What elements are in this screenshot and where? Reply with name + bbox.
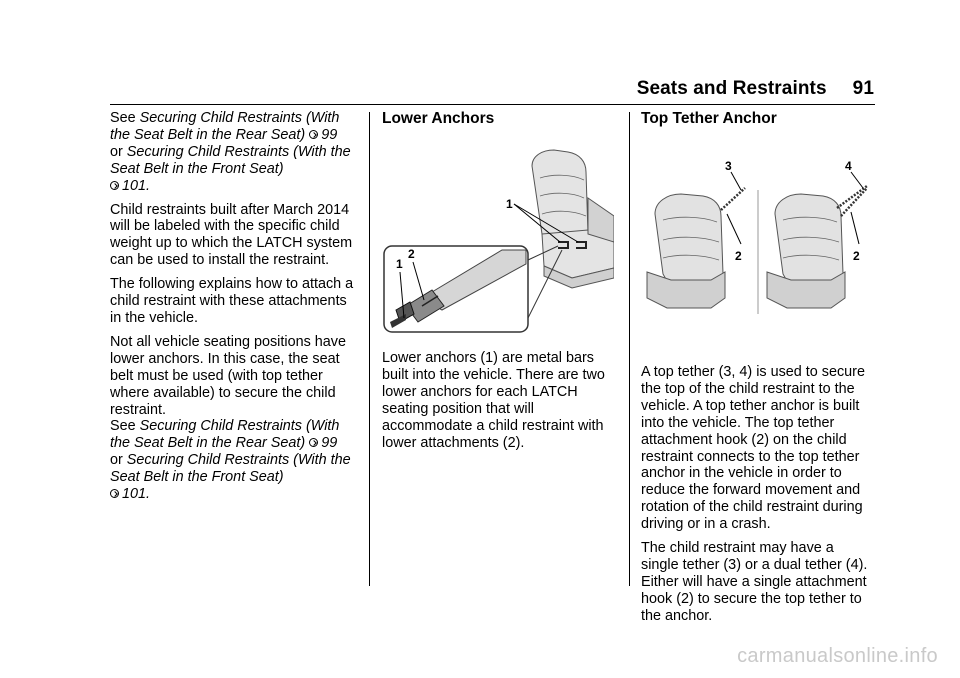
cross-reference-link[interactable]: Securing Child Restraints (With the Seat Belt in the Front Seat)	[110, 143, 351, 177]
section-heading: Top Tether Anchor	[641, 110, 777, 127]
column-2	[382, 110, 614, 458]
page-reference-icon	[309, 130, 318, 139]
column-3	[641, 110, 875, 632]
body-paragraph: Not all vehicle seating positions have lower anchors. In this case, the seat belt must be used (with top tether where available) to secure the child restraint. See Securing Child Restraints (With the Seat Belt in the Rear Seat) 99 or Securing Child Restraints (With the Seat Belt in the Front Seat) 101.	[110, 333, 351, 503]
watermark: carmanualsonline.info	[737, 645, 938, 667]
page-number: 91	[852, 78, 874, 99]
callout-label-1: 1	[396, 257, 403, 271]
callout-label-2: 2	[735, 249, 742, 263]
page-reference-icon	[110, 181, 119, 190]
body-paragraph: The child restraint may have a single tether (3) or a dual tether (4). Either will have a single attachment hook (2) to secure the top tether to the anchor.	[641, 540, 868, 624]
page-reference-icon	[110, 489, 119, 498]
running-header	[637, 78, 874, 100]
page-reference[interactable]: 101.	[122, 486, 151, 503]
page-reference[interactable]: 101.	[122, 177, 151, 194]
body-paragraph: Lower anchors (1) are metal bars built into the vehicle. There are two lower anchors for each LATCH seating position that will accommodate a child restraint with lower attachments (2).	[382, 350, 605, 451]
body-paragraph: The following explains how to attach a child restraint with these attachments in the vehicle.	[110, 276, 354, 326]
callout-label-2: 2	[853, 249, 860, 263]
section-heading: Lower Anchors	[382, 110, 495, 127]
section-title: Seats and Restraints	[636, 78, 827, 99]
cross-reference-link[interactable]: Securing Child Restraints (With the Seat Belt in the Rear Seat)	[110, 418, 340, 452]
cross-reference-link[interactable]: Securing Child Restraints (With the Seat Belt in the Front Seat)	[110, 452, 351, 486]
top-tether-illustration	[641, 154, 875, 340]
callout-label-4: 4	[845, 159, 852, 173]
callout-label-2: 2	[408, 247, 415, 261]
page-reference[interactable]: 99	[321, 435, 338, 452]
callout-label-3: 3	[725, 159, 732, 173]
lower-anchors-illustration	[382, 138, 614, 334]
header-rule	[110, 104, 875, 105]
callout-label-1: 1	[506, 197, 513, 211]
cross-reference-link[interactable]: Securing Child Restraints (With the Seat Belt in the Rear Seat)	[110, 110, 340, 143]
body-paragraph: Child restraints built after March 2014 will be labeled with the specific child weight up to which the LATCH system can be used to install the restraint.	[110, 201, 353, 269]
body-paragraph: A top tether (3, 4) is used to secure the top of the child restraint to the vehicle. A top tether anchor is built into the vehicle. The top tether attachment hook (2) on the child restraint connects to the top tether anchor in the vehicle in order to reduce the forward movement and rotation of the child restraint during driving or in a crash.	[641, 364, 865, 533]
column-1	[110, 110, 358, 503]
page-reference[interactable]: 99	[321, 126, 338, 143]
column-divider	[369, 112, 370, 586]
cross-reference-paragraph: See Securing Child Restraints (With the Seat Belt in the Rear Seat) 99 or Securing Child Restraints (With the Seat Belt in the Front Seat) 101.	[110, 110, 351, 194]
column-divider	[629, 112, 630, 586]
page-reference-icon	[309, 438, 318, 447]
